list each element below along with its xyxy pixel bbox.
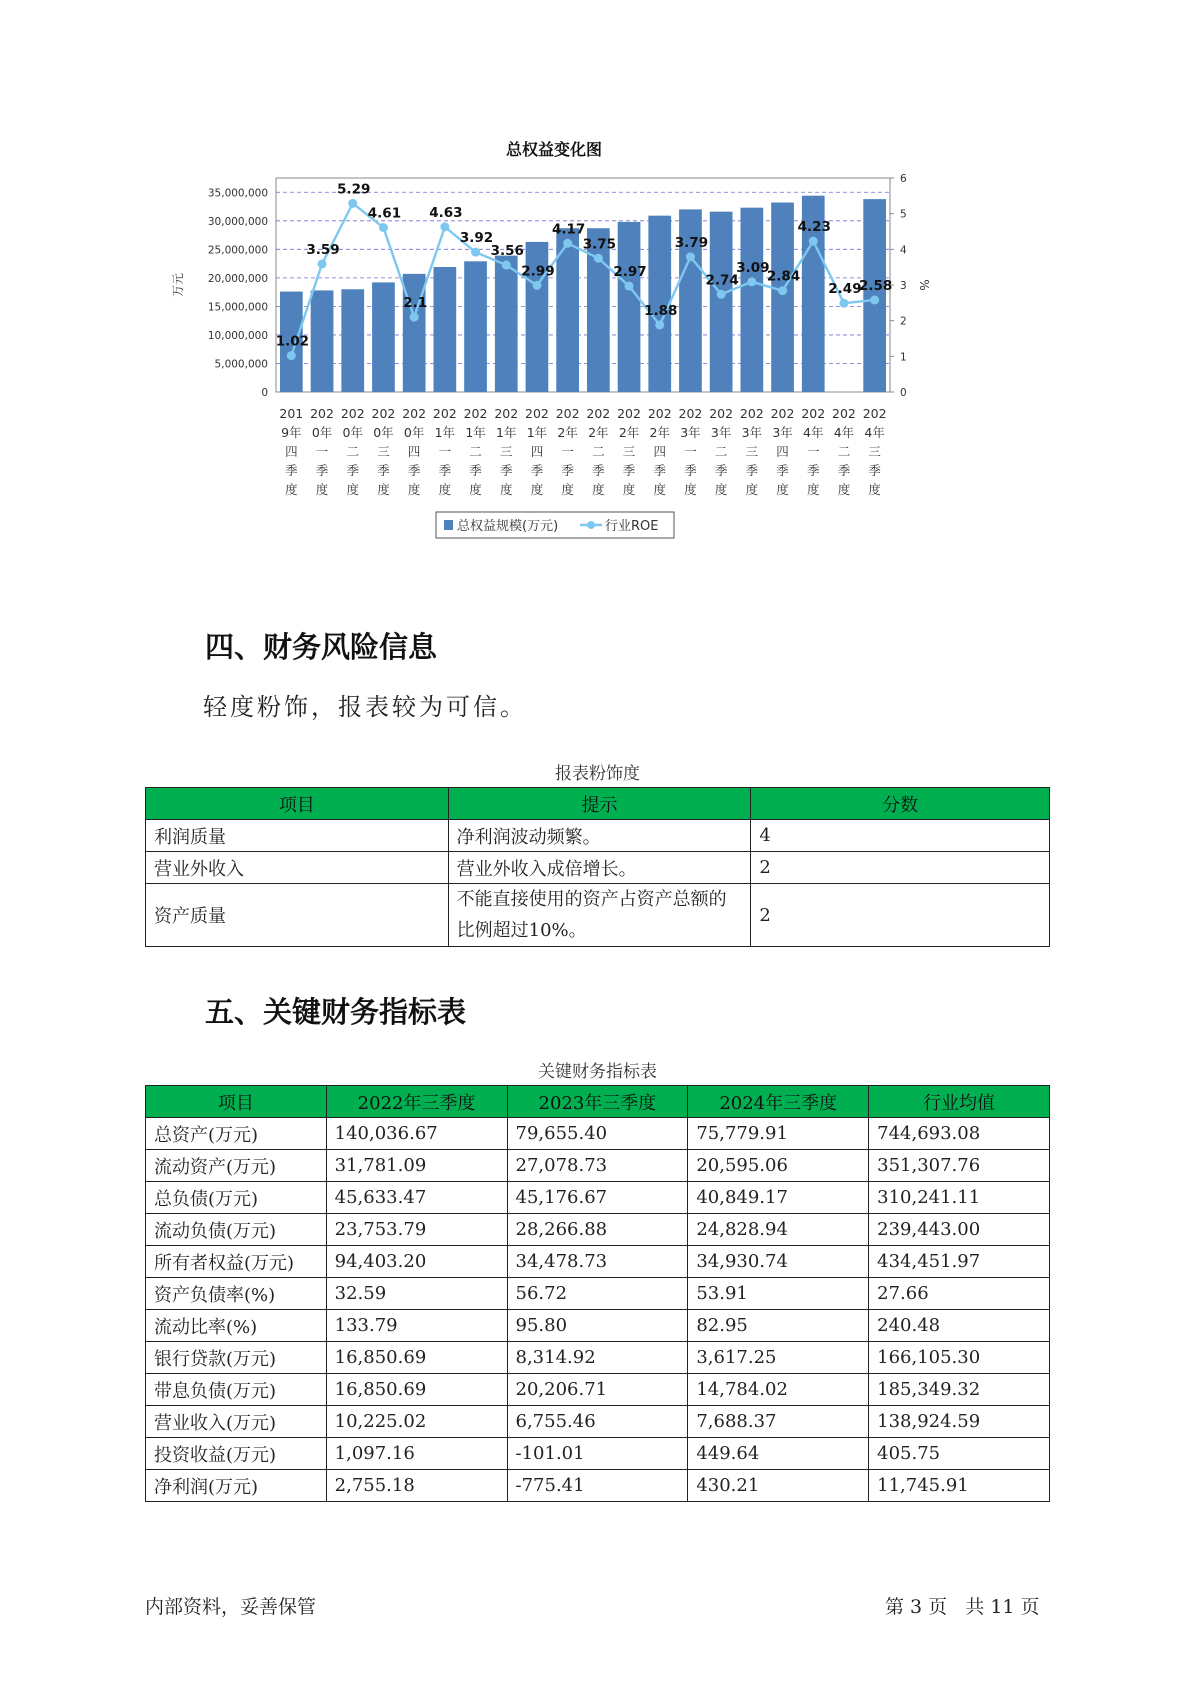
x-tick-label: 度 [407, 482, 421, 497]
chart-title: 总权益变化图 [505, 140, 603, 159]
x-tick-label: 9年 [281, 425, 302, 440]
x-tick-label: 二 [714, 444, 728, 459]
x-tick-label: 二 [592, 444, 605, 459]
kpi-item: 流动比率(%) [146, 1310, 327, 1342]
x-tick-label: 季 [622, 463, 636, 478]
x-tick-label: 度 [745, 482, 759, 497]
x-tick-label: 二 [346, 444, 360, 459]
kpi-value: 239,443.00 [869, 1214, 1050, 1246]
bar [618, 222, 641, 392]
roe-data-label: 1.02 [275, 333, 310, 350]
x-tick-label: 2年 [557, 425, 578, 440]
legend-bar-swatch [444, 520, 453, 530]
table-row [146, 1310, 1050, 1342]
x-tick-label: 一 [684, 444, 697, 459]
kpi-item: 总资产(万元) [146, 1118, 327, 1150]
x-tick-label: 3年 [680, 425, 701, 440]
roe-point [379, 223, 388, 232]
kpi-item: 流动负债(万元) [146, 1214, 327, 1246]
risk-score: 2 [751, 884, 1050, 947]
legend-line-marker [587, 521, 595, 529]
kpi-value: 744,693.08 [869, 1118, 1050, 1150]
x-tick-label: 三 [868, 444, 881, 459]
roe-point [410, 313, 419, 322]
kpi-value: 32.59 [326, 1278, 507, 1310]
footer-page-number: 第 3 页 共 11 页 [885, 1596, 1040, 1618]
kpi-value: 45,633.47 [326, 1182, 507, 1214]
risk-hint: 营业外收入成倍增长。 [448, 852, 751, 884]
x-tick-label: 3年 [741, 425, 763, 440]
y2-tick-label: 6 [900, 173, 907, 185]
risk-header-score: 分数 [751, 788, 1050, 820]
x-tick-label: 3年 [710, 425, 732, 440]
risk-score: 4 [751, 820, 1050, 852]
x-tick-label: 度 [438, 482, 452, 497]
table-row [146, 1470, 1050, 1502]
bar [372, 282, 395, 392]
roe-point [502, 261, 511, 270]
kpi-value: 240.48 [869, 1310, 1050, 1342]
x-tick-label: 0年 [373, 425, 394, 440]
x-tick-label: 季 [561, 463, 574, 478]
roe-data-label: 4.63 [429, 204, 463, 221]
x-tick-label: 季 [592, 463, 605, 478]
x-tick-label: 1年 [496, 425, 517, 440]
x-tick-label: 度 [377, 482, 390, 497]
x-tick-label: 202 [678, 406, 703, 421]
x-tick-label: 一 [315, 444, 329, 459]
x-tick-label: 1年 [465, 425, 486, 440]
x-tick-label: 2年 [649, 425, 670, 440]
table-row [146, 1342, 1050, 1374]
y-axis-label: 万元 [171, 272, 185, 298]
x-tick-label: 季 [377, 463, 390, 478]
table-row [146, 1406, 1050, 1438]
kpi-value: 10,225.02 [326, 1406, 507, 1438]
kpi-value: 449.64 [688, 1438, 869, 1470]
kpi-header-item: 项目 [146, 1086, 327, 1118]
x-tick-label: 202 [555, 406, 580, 421]
kpi-value: 8,314.92 [507, 1342, 688, 1374]
roe-data-label: 4.23 [797, 219, 831, 236]
x-tick-label: 202 [832, 406, 856, 421]
y2-tick-label: 5 [900, 208, 907, 221]
kpi-value: 405.75 [869, 1438, 1050, 1470]
table-row [146, 852, 1050, 884]
bar [495, 256, 518, 392]
roe-data-label: 2.49 [828, 281, 862, 298]
x-tick-label: 季 [837, 463, 851, 478]
x-tick-label: 季 [714, 463, 728, 478]
roe-data-label: 1.88 [644, 302, 678, 319]
kpi-value: 28,266.88 [507, 1214, 688, 1246]
y-tick-label: 30,000,000 [207, 215, 268, 228]
section5-heading: 五、关键财务指标表 [205, 995, 467, 1029]
y2-tick-label: 1 [900, 351, 907, 364]
roe-point [532, 281, 541, 290]
x-tick-label: 3年 [772, 425, 793, 440]
roe-point [839, 299, 848, 308]
x-tick-label: 202 [617, 406, 641, 421]
x-tick-label: 1年 [434, 425, 456, 440]
kpi-value: 23,753.79 [326, 1214, 507, 1246]
x-tick-label: 4年 [864, 425, 885, 440]
kpi-header-industry-avg: 行业均值 [869, 1086, 1050, 1118]
x-tick-label: 度 [622, 482, 636, 497]
roe-point [625, 282, 634, 291]
x-tick-label: 季 [868, 463, 881, 478]
legend-line-label: 行业ROE [605, 519, 659, 534]
kpi-table-header [146, 1086, 1050, 1118]
x-tick-label: 202 [463, 406, 488, 421]
y-tick-label: 20,000,000 [207, 272, 268, 285]
table-row [146, 1150, 1050, 1182]
roe-point [594, 254, 603, 263]
kpi-item: 带息负债(万元) [146, 1374, 327, 1406]
kpi-value: 185,349.32 [869, 1374, 1050, 1406]
table-row [146, 820, 1050, 852]
x-tick-label: 0年 [342, 425, 363, 440]
x-tick-label: 202 [586, 406, 611, 421]
x-tick-label: 二 [469, 444, 482, 459]
y2-axis-label: % [917, 279, 931, 291]
y-tick-label: 0 [261, 387, 268, 399]
x-tick-label: 季 [684, 463, 697, 478]
kpi-value: 27.66 [869, 1278, 1050, 1310]
x-tick-label: 季 [499, 463, 513, 478]
x-tick-label: 四 [653, 444, 667, 459]
bar [464, 261, 487, 392]
kpi-value: 20,206.71 [507, 1374, 688, 1406]
x-tick-label: 度 [530, 482, 544, 497]
x-tick-label: 度 [592, 482, 605, 497]
kpi-value: 7,688.37 [688, 1406, 869, 1438]
kpi-value: 79,655.40 [507, 1118, 688, 1150]
x-tick-label: 2年 [588, 425, 609, 440]
y-tick-label: 35,000,000 [207, 187, 268, 200]
x-tick-label: 四 [530, 444, 544, 459]
bar [740, 208, 763, 392]
x-tick-label: 2年 [618, 425, 640, 440]
roe-point [655, 320, 664, 329]
x-tick-label: 1年 [526, 425, 548, 440]
kpi-value: 166,105.30 [869, 1342, 1050, 1374]
x-tick-label: 202 [709, 406, 734, 421]
risk-table-caption: 报表粉饰度 [555, 764, 640, 784]
x-tick-label: 202 [525, 406, 549, 421]
x-tick-label: 季 [346, 463, 360, 478]
roe-data-label: 3.56 [490, 243, 524, 260]
roe-point [287, 351, 296, 360]
kpi-value: 138,924.59 [869, 1406, 1050, 1438]
kpi-item: 营业收入(万元) [146, 1406, 327, 1438]
kpi-value: 45,176.67 [507, 1182, 688, 1214]
table-row [146, 1438, 1050, 1470]
x-tick-label: 201 [279, 406, 304, 421]
roe-data-label: 3.59 [306, 241, 340, 258]
x-tick-label: 一 [806, 444, 820, 459]
risk-item: 利润质量 [146, 820, 449, 852]
x-tick-label: 202 [770, 406, 795, 421]
kpi-value: 140,036.67 [326, 1118, 507, 1150]
kpi-header-2022q3: 2022年三季度 [326, 1086, 507, 1118]
x-tick-label: 202 [739, 406, 764, 421]
roe-data-label: 2.58 [858, 277, 893, 294]
kpi-header-2024q3: 2024年三季度 [688, 1086, 869, 1118]
table-row [146, 1214, 1050, 1246]
table-row [146, 1182, 1050, 1214]
x-tick-label: 季 [745, 463, 759, 478]
roe-data-label: 3.79 [674, 234, 709, 251]
kpi-value: 1,097.16 [326, 1438, 507, 1470]
x-tick-label: 度 [315, 482, 329, 497]
x-tick-label: 度 [837, 482, 851, 497]
roe-point [318, 259, 327, 268]
y2-tick-label: 0 [900, 387, 907, 399]
x-tick-label: 度 [684, 482, 697, 497]
kpi-value: 31,781.09 [326, 1150, 507, 1182]
x-tick-label: 度 [469, 482, 482, 497]
kpi-item: 资产负债率(%) [146, 1278, 327, 1310]
x-tick-label: 季 [438, 463, 452, 478]
y-tick-label: 5,000,000 [214, 358, 268, 371]
roe-data-label: 2.74 [705, 272, 739, 289]
x-tick-label: 季 [407, 463, 421, 478]
risk-header-item: 项目 [146, 788, 449, 820]
kpi-value: 133.79 [326, 1310, 507, 1342]
kpi-item: 银行贷款(万元) [146, 1342, 327, 1374]
y-tick-label: 15,000,000 [207, 301, 268, 314]
x-tick-label: 四 [285, 444, 298, 459]
roe-data-label: 2.99 [521, 263, 555, 280]
roe-point [747, 277, 756, 286]
roe-data-label: 2.84 [766, 268, 801, 285]
table-row [146, 1374, 1050, 1406]
x-tick-label: 度 [653, 482, 667, 497]
roe-data-label: 3.92 [459, 230, 494, 247]
risk-item: 资产质量 [146, 884, 449, 947]
roe-point [870, 295, 879, 304]
x-tick-label: 一 [438, 444, 452, 459]
kpi-value: 27,078.73 [507, 1150, 688, 1182]
kpi-value: 24,828.94 [688, 1214, 869, 1246]
x-tick-label: 四 [776, 444, 789, 459]
equity-chart [150, 140, 1050, 600]
x-tick-label: 度 [499, 482, 513, 497]
kpi-value: 2,755.18 [326, 1470, 507, 1502]
bar [771, 203, 794, 392]
risk-hint: 不能直接使用的资产占资产总额的比例超过10%。 [448, 884, 751, 947]
kpi-table-caption: 关键财务指标表 [538, 1062, 657, 1082]
x-tick-label: 202 [862, 406, 887, 421]
roe-point [348, 199, 357, 208]
x-tick-label: 202 [402, 406, 427, 421]
legend-bar-label: 总权益规模(万元) [457, 519, 559, 534]
x-tick-label: 202 [801, 406, 826, 421]
x-tick-label: 度 [285, 482, 298, 497]
x-tick-label: 三 [499, 444, 513, 459]
x-tick-label: 季 [315, 463, 329, 478]
kpi-value: 34,930.74 [688, 1246, 869, 1278]
x-tick-label: 4年 [833, 425, 855, 440]
kpi-value: 75,779.91 [688, 1118, 869, 1150]
risk-header-hint: 提示 [448, 788, 751, 820]
y-tick-label: 25,000,000 [207, 244, 268, 257]
kpi-value: 20,595.06 [688, 1150, 869, 1182]
kpi-value: 53.91 [688, 1278, 869, 1310]
kpi-value: 11,745.91 [869, 1470, 1050, 1502]
roe-data-label: 2.97 [613, 264, 647, 281]
kpi-value: 6,755.46 [507, 1406, 688, 1438]
kpi-value: 3,617.25 [688, 1342, 869, 1374]
table-row [146, 1118, 1050, 1150]
x-tick-label: 一 [561, 444, 574, 459]
kpi-item: 总负债(万元) [146, 1182, 327, 1214]
section4-heading: 四、财务风险信息 [205, 630, 438, 664]
kpi-item: 投资收益(万元) [146, 1438, 327, 1470]
x-tick-label: 度 [868, 482, 881, 497]
x-tick-label: 季 [653, 463, 667, 478]
kpi-value: 16,850.69 [326, 1374, 507, 1406]
kpi-value: 434,451.97 [869, 1246, 1050, 1278]
x-tick-label: 季 [806, 463, 820, 478]
risk-hint: 净利润波动频繁。 [448, 820, 751, 852]
x-tick-label: 202 [310, 406, 334, 421]
kpi-item: 净利润(万元) [146, 1470, 327, 1502]
x-tick-label: 度 [714, 482, 728, 497]
y2-tick-label: 3 [900, 280, 907, 292]
x-tick-label: 202 [432, 406, 457, 421]
kpi-item: 流动资产(万元) [146, 1150, 327, 1182]
x-tick-label: 季 [285, 463, 298, 478]
kpi-header-2023q3: 2023年三季度 [507, 1086, 688, 1118]
kpi-value: 94,403.20 [326, 1246, 507, 1278]
x-tick-label: 二 [837, 444, 851, 459]
kpi-value: 430.21 [688, 1470, 869, 1502]
x-tick-label: 度 [561, 482, 574, 497]
roe-point [471, 248, 480, 257]
x-tick-label: 202 [647, 406, 672, 421]
x-tick-label: 四 [407, 444, 421, 459]
kpi-table-body [146, 1118, 1050, 1502]
x-tick-label: 202 [340, 406, 365, 421]
kpi-item: 所有者权益(万元) [146, 1246, 327, 1278]
bar [587, 228, 610, 392]
kpi-value: -775.41 [507, 1470, 688, 1502]
table-row [146, 884, 1050, 947]
roe-data-label: 3.09 [736, 259, 770, 276]
x-tick-label: 度 [346, 482, 360, 497]
table-row [146, 1278, 1050, 1310]
roe-point [563, 239, 572, 248]
kpi-value: 16,850.69 [326, 1342, 507, 1374]
equity-chart-svg [150, 140, 1050, 600]
kpi-value: 56.72 [507, 1278, 688, 1310]
bar [710, 212, 733, 392]
bar [311, 290, 334, 392]
x-tick-label: 0年 [403, 425, 425, 440]
kpi-value: 351,307.76 [869, 1150, 1050, 1182]
x-tick-label: 季 [469, 463, 482, 478]
roe-data-label: 3.75 [582, 236, 617, 253]
roe-data-label: 4.61 [367, 205, 402, 222]
x-tick-label: 三 [745, 444, 759, 459]
y-tick-label: 10,000,000 [207, 329, 268, 342]
risk-summary: 轻度粉饰，报表较为可信。 [203, 693, 527, 721]
roe-point [809, 237, 818, 246]
roe-point [440, 222, 449, 231]
y2-tick-label: 4 [900, 244, 907, 257]
kpi-value: 310,241.11 [869, 1182, 1050, 1214]
kpi-table [145, 1085, 1050, 1502]
kpi-value: 40,849.17 [688, 1182, 869, 1214]
x-tick-label: 202 [371, 406, 396, 421]
roe-data-label: 2.1 [403, 295, 428, 312]
roe-data-label: 5.29 [337, 181, 371, 198]
x-tick-label: 季 [776, 463, 789, 478]
risk-item: 营业外收入 [146, 852, 449, 884]
table-row [146, 1246, 1050, 1278]
roe-point [717, 290, 726, 299]
bar [341, 289, 364, 392]
roe-point [778, 286, 787, 295]
kpi-value: -101.01 [507, 1438, 688, 1470]
footer-confidential: 内部资料，妥善保管 [145, 1596, 317, 1618]
x-tick-label: 202 [494, 406, 519, 421]
x-tick-label: 度 [806, 482, 820, 497]
x-tick-label: 4年 [803, 425, 824, 440]
kpi-value: 34,478.73 [507, 1246, 688, 1278]
kpi-value: 82.95 [688, 1310, 869, 1342]
x-tick-label: 度 [776, 482, 789, 497]
bar [433, 267, 456, 392]
kpi-value: 14,784.02 [688, 1374, 869, 1406]
roe-point [686, 252, 695, 261]
x-tick-label: 三 [622, 444, 636, 459]
y2-tick-label: 2 [900, 315, 907, 328]
risk-score: 2 [751, 852, 1050, 884]
risk-table-header [146, 788, 1050, 820]
risk-table [145, 787, 1050, 947]
x-tick-label: 三 [377, 444, 390, 459]
kpi-value: 95.80 [507, 1310, 688, 1342]
x-tick-label: 季 [530, 463, 544, 478]
x-tick-label: 0年 [311, 425, 333, 440]
roe-data-label: 4.17 [551, 221, 586, 238]
